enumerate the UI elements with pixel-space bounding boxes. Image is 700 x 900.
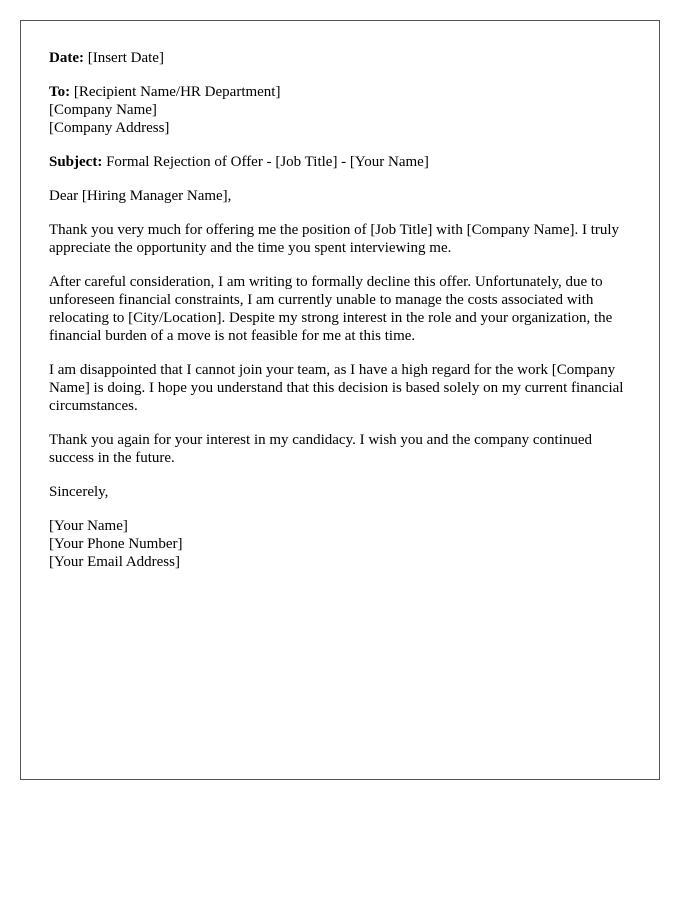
salutation: Dear [Hiring Manager Name], — [49, 188, 232, 204]
closing: Sincerely, — [49, 484, 109, 500]
date-value: [Insert Date] — [87, 50, 164, 66]
date-label: Date: — [49, 50, 84, 66]
body-paragraph-3: I am disappointed that I cannot join your team, as I have a high regard for the work [Company Name] is doing. I hope you understand that this decision is based solely on my current financial circumstances. — [49, 362, 624, 414]
subject-label: Subject: — [49, 154, 103, 170]
recipient-line — [49, 83, 631, 101]
body-paragraph-2: After careful consideration, I am writing to formally decline this offer. Unfortunately, due to unforeseen financial constraints, I am currently unable to manage the costs associated with relocating to [City/Location]. Despite my strong interest in the role and your organization, the financial burden of a move is not feasible for me at this time. — [49, 274, 613, 344]
recipient-address: [Company Address] — [49, 120, 170, 136]
signature-email: [Your Email Address] — [49, 554, 180, 570]
date-line — [49, 49, 631, 67]
subject-line — [49, 153, 631, 171]
recipient-name: [Recipient Name/HR Department] — [73, 84, 281, 100]
body-paragraph-4: Thank you again for your interest in my candidacy. I wish you and the company continued success in the future. — [49, 432, 593, 466]
recipient-company: [Company Name] — [49, 102, 157, 118]
body-paragraph-1: Thank you very much for offering me the position of [Job Title] with [Company Name]. I truly appreciate the opportunity and the time you spent interviewing me. — [49, 222, 620, 256]
signature-name: [Your Name] — [49, 518, 128, 534]
letter-page — [20, 20, 660, 780]
signature-block — [49, 517, 631, 571]
subject-value: Formal Rejection of Offer - [Job Title] - [Your Name] — [106, 154, 429, 170]
to-label: To: — [49, 84, 71, 100]
signature-phone: [Your Phone Number] — [49, 536, 183, 552]
recipient-block — [49, 83, 631, 137]
